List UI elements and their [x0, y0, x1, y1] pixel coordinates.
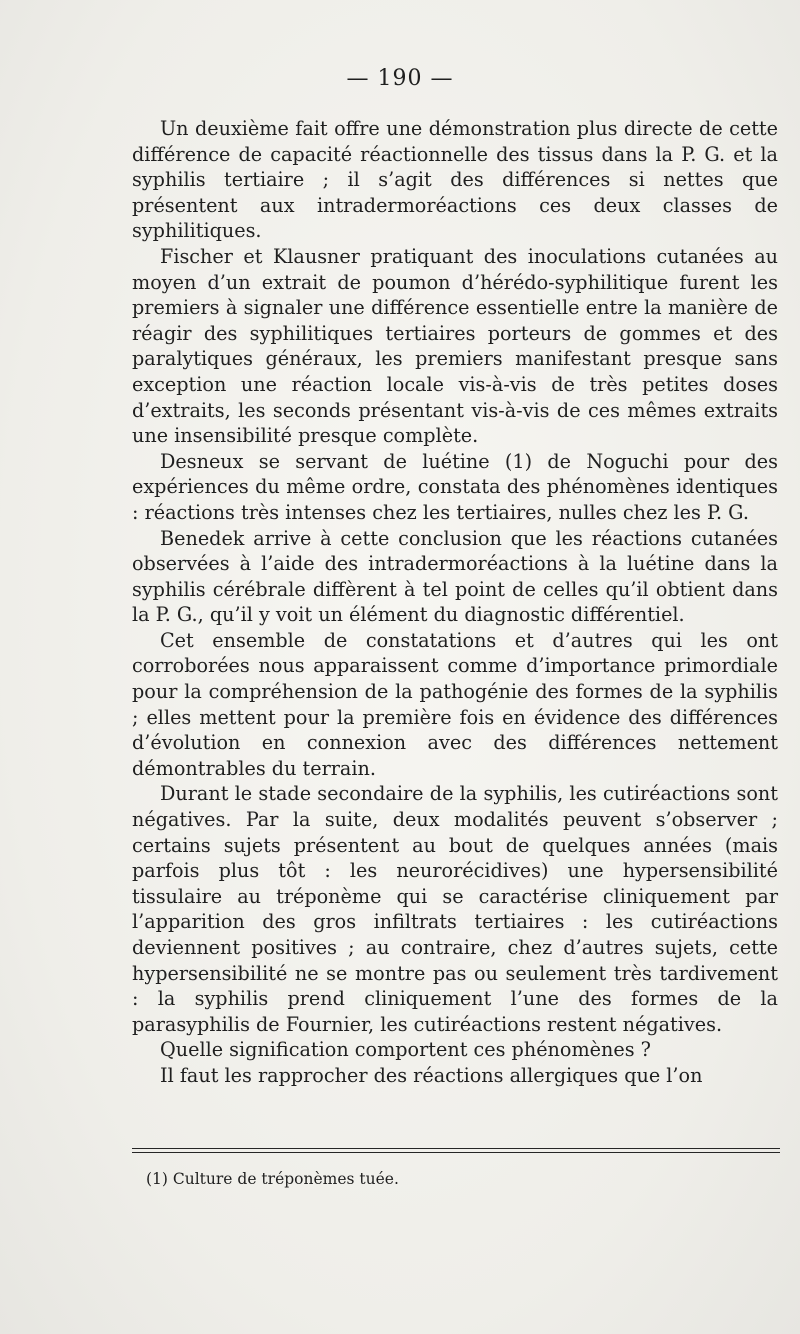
- footnote-separator-thin: [132, 1152, 780, 1153]
- paragraph: Il faut les rapprocher des réactions allergiques que l’on: [160, 1063, 703, 1087]
- paragraph: Desneux se servant de luétine (1) de Noguchi pour des expériences du même ordre, constata des phénomènes identiques : réactions très intenses chez les tertiaires, nulles chez les P. G.: [132, 449, 778, 524]
- paragraph: Cet ensemble de constatations et d’autres qui les ont corroborées nous apparaissent comme d’importance primordiale pour la compréhension de la pathogénie des formes de la syphilis ; elles mettent pour la première fois en évidence des différences d’évolution en connexion avec des différences nettement démontrables du terrain.: [132, 628, 778, 780]
- footnote-separator: [132, 1148, 780, 1149]
- footnote: (1) Culture de tréponèmes tuée.: [146, 1170, 399, 1188]
- paragraph: Un deuxième fait offre une démonstration plus directe de cette différence de capacité réactionnelle des tissus dans la P. G. et la syphilis tertiaire ; il s’agit des différences si nettes que présentent aux intradermoréactions ces deux classes de syphilitiques.: [132, 117, 778, 243]
- paragraph: Benedek arrive à cette conclusion que les réactions cutanées observées à l’aide des intradermoréactions à la luétine dans la syphilis cérébrale diffèrent à tel point de celles qu’il obtient dans la P. G., qu’il y voit un élément du diagnostic différentiel.: [132, 526, 778, 627]
- paragraph: Quelle signification comportent ces phénomènes ?: [160, 1038, 651, 1062]
- page-number: — 190 —: [346, 66, 454, 91]
- paragraph: Durant le stade secondaire de la syphilis, les cutiréactions sont négatives. Par la suite, deux modalités peuvent s’observer ; certains sujets présentent au bout de quelques années (mais parfois plus tôt : les neurorécidives) une hypersensibilité tissulaire au tréponème qui se caractérise cliniquement par l’apparition des gros infiltrats tertiaires : les cutiréactions deviennent positives ; au contraire, chez d’autres sujets, cette hypersensibilité ne se montre pas ou seulement très tardivement : la syphilis prend cliniquement l’une des formes de la parasyphilis de Fournier, les cutiréactions restent négatives.: [132, 782, 778, 1036]
- body-text: [132, 116, 778, 1089]
- paragraph: Fischer et Klausner pratiquant des inoculations cutanées au moyen d’un extrait de poumon d’hérédo-syphilitique furent les premiers à signaler une différence essentielle entre la manière de réagir des syphilitiques tertiaires porteurs de gommes et des paralytiques généraux, les premiers manifestant presque sans exception une réaction locale vis-à-vis de très petites doses d’extraits, les seconds présentant vis-à-vis de ces mêmes extraits une insensibilité presque complète.: [132, 244, 778, 448]
